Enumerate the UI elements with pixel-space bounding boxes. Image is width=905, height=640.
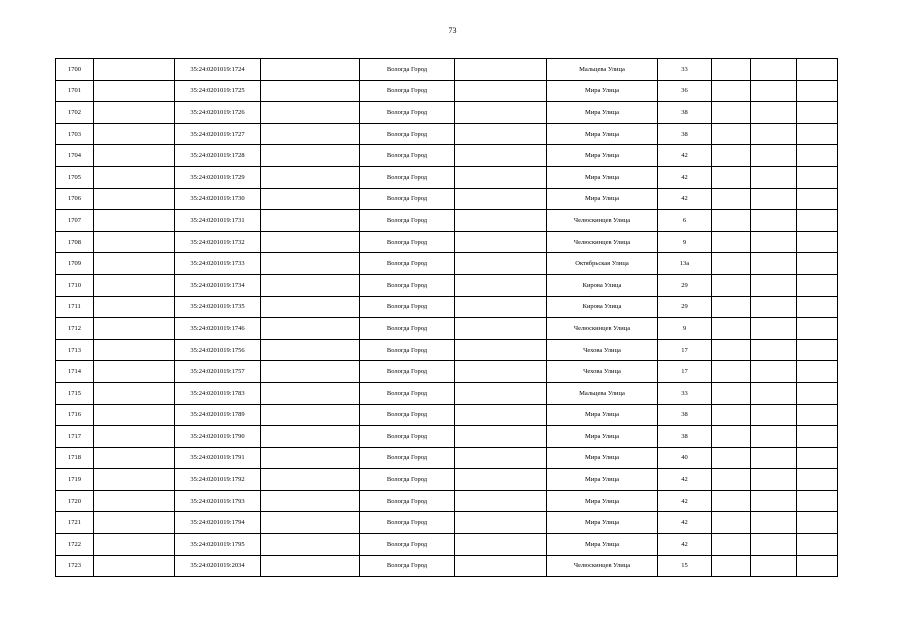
row-number-cell: 1714 — [56, 361, 94, 383]
empty-cell — [751, 534, 797, 556]
empty-cell — [455, 296, 547, 318]
empty-cell — [261, 361, 360, 383]
empty-cell — [751, 274, 797, 296]
empty-cell — [712, 490, 751, 512]
city-cell: Вологда Город — [360, 253, 455, 275]
empty-cell — [94, 166, 175, 188]
empty-cell — [797, 188, 838, 210]
empty-cell — [712, 166, 751, 188]
house-number-cell: 42 — [658, 166, 712, 188]
empty-cell — [455, 102, 547, 124]
row-number-cell: 1709 — [56, 253, 94, 275]
house-number-cell: 38 — [658, 426, 712, 448]
empty-cell — [712, 231, 751, 253]
city-cell: Вологда Город — [360, 166, 455, 188]
house-number-cell: 36 — [658, 80, 712, 102]
house-number-cell: 42 — [658, 534, 712, 556]
table-row — [56, 534, 838, 556]
table-row — [56, 274, 838, 296]
empty-cell — [712, 447, 751, 469]
house-number-cell: 33 — [658, 59, 712, 81]
empty-cell — [94, 274, 175, 296]
street-cell: Мира Улица — [547, 80, 658, 102]
city-cell: Вологда Город — [360, 318, 455, 340]
empty-cell — [261, 145, 360, 167]
cadastral-number-cell: 35:24:0201019:1727 — [175, 123, 261, 145]
empty-cell — [455, 469, 547, 491]
empty-cell — [751, 555, 797, 577]
house-number-cell: 38 — [658, 102, 712, 124]
table-row — [56, 382, 838, 404]
empty-cell — [797, 490, 838, 512]
empty-cell — [261, 469, 360, 491]
empty-cell — [261, 210, 360, 232]
street-cell: Мира Улица — [547, 404, 658, 426]
empty-cell — [261, 426, 360, 448]
city-cell: Вологда Город — [360, 490, 455, 512]
cadastral-number-cell: 35:24:0201019:1793 — [175, 490, 261, 512]
row-number-cell: 1718 — [56, 447, 94, 469]
street-cell: Мира Улица — [547, 490, 658, 512]
table-row — [56, 59, 838, 81]
empty-cell — [712, 296, 751, 318]
empty-cell — [751, 382, 797, 404]
empty-cell — [94, 534, 175, 556]
empty-cell — [455, 145, 547, 167]
empty-cell — [94, 555, 175, 577]
empty-cell — [455, 188, 547, 210]
cadastral-number-cell: 35:24:0201019:1728 — [175, 145, 261, 167]
empty-cell — [797, 447, 838, 469]
house-number-cell: 13а — [658, 253, 712, 275]
empty-cell — [712, 534, 751, 556]
city-cell: Вологда Город — [360, 339, 455, 361]
empty-cell — [94, 59, 175, 81]
cadastral-number-cell: 35:24:0201019:1795 — [175, 534, 261, 556]
street-cell: Мира Улица — [547, 123, 658, 145]
empty-cell — [455, 123, 547, 145]
empty-cell — [712, 210, 751, 232]
city-cell: Вологда Город — [360, 102, 455, 124]
city-cell: Вологда Город — [360, 469, 455, 491]
city-cell: Вологда Город — [360, 382, 455, 404]
table-row — [56, 102, 838, 124]
empty-cell — [751, 210, 797, 232]
page-number: 73 — [448, 26, 457, 35]
empty-cell — [94, 339, 175, 361]
table-row — [56, 404, 838, 426]
empty-cell — [261, 102, 360, 124]
cadastral-number-cell: 35:24:0201019:1735 — [175, 296, 261, 318]
table-row — [56, 469, 838, 491]
street-cell: Мира Улица — [547, 512, 658, 534]
empty-cell — [751, 188, 797, 210]
empty-cell — [261, 80, 360, 102]
city-cell: Вологда Город — [360, 447, 455, 469]
cadastral-number-cell: 35:24:0201019:1724 — [175, 59, 261, 81]
empty-cell — [94, 382, 175, 404]
cadastral-number-cell: 35:24:0201019:1726 — [175, 102, 261, 124]
empty-cell — [751, 231, 797, 253]
empty-cell — [712, 145, 751, 167]
table-row — [56, 80, 838, 102]
table-row — [56, 231, 838, 253]
row-number-cell: 1715 — [56, 382, 94, 404]
empty-cell — [712, 274, 751, 296]
table-row — [56, 123, 838, 145]
empty-cell — [261, 512, 360, 534]
city-cell: Вологда Город — [360, 145, 455, 167]
empty-cell — [797, 555, 838, 577]
empty-cell — [712, 382, 751, 404]
empty-cell — [751, 426, 797, 448]
empty-cell — [261, 490, 360, 512]
empty-cell — [455, 361, 547, 383]
table-row — [56, 145, 838, 167]
empty-cell — [261, 382, 360, 404]
empty-cell — [797, 296, 838, 318]
empty-cell — [455, 555, 547, 577]
empty-cell — [797, 426, 838, 448]
empty-cell — [712, 102, 751, 124]
street-cell: Мира Улица — [547, 166, 658, 188]
table-row — [56, 166, 838, 188]
empty-cell — [455, 318, 547, 340]
empty-cell — [94, 361, 175, 383]
empty-cell — [751, 296, 797, 318]
street-cell: Челюскинцев Улица — [547, 555, 658, 577]
city-cell: Вологда Город — [360, 188, 455, 210]
city-cell: Вологда Город — [360, 296, 455, 318]
empty-cell — [797, 534, 838, 556]
empty-cell — [797, 80, 838, 102]
empty-cell — [751, 447, 797, 469]
cadastral-number-cell: 35:24:0201019:1729 — [175, 166, 261, 188]
row-number-cell: 1716 — [56, 404, 94, 426]
row-number-cell: 1723 — [56, 555, 94, 577]
row-number-cell: 1713 — [56, 339, 94, 361]
street-cell: Кирова Улица — [547, 296, 658, 318]
empty-cell — [261, 274, 360, 296]
empty-cell — [261, 555, 360, 577]
house-number-cell: 42 — [658, 512, 712, 534]
table-row — [56, 361, 838, 383]
empty-cell — [455, 80, 547, 102]
empty-cell — [712, 512, 751, 534]
cadastral-number-cell: 35:24:0201019:1789 — [175, 404, 261, 426]
empty-cell — [797, 382, 838, 404]
empty-cell — [712, 404, 751, 426]
empty-cell — [94, 426, 175, 448]
city-cell: Вологда Город — [360, 404, 455, 426]
empty-cell — [261, 339, 360, 361]
empty-cell — [751, 59, 797, 81]
empty-cell — [751, 404, 797, 426]
empty-cell — [751, 490, 797, 512]
row-number-cell: 1707 — [56, 210, 94, 232]
empty-cell — [797, 123, 838, 145]
empty-cell — [94, 404, 175, 426]
empty-cell — [455, 210, 547, 232]
empty-cell — [94, 296, 175, 318]
street-cell: Мира Улица — [547, 426, 658, 448]
table-row — [56, 188, 838, 210]
city-cell: Вологда Город — [360, 361, 455, 383]
house-number-cell: 9 — [658, 318, 712, 340]
empty-cell — [94, 80, 175, 102]
empty-cell — [455, 404, 547, 426]
empty-cell — [455, 59, 547, 81]
empty-cell — [797, 145, 838, 167]
empty-cell — [797, 274, 838, 296]
city-cell: Вологда Город — [360, 274, 455, 296]
row-number-cell: 1719 — [56, 469, 94, 491]
empty-cell — [712, 59, 751, 81]
house-number-cell: 42 — [658, 188, 712, 210]
city-cell: Вологда Город — [360, 512, 455, 534]
cadastral-number-cell: 35:24:0201019:1794 — [175, 512, 261, 534]
empty-cell — [751, 469, 797, 491]
house-number-cell: 15 — [658, 555, 712, 577]
empty-cell — [455, 253, 547, 275]
house-number-cell: 38 — [658, 123, 712, 145]
house-number-cell: 17 — [658, 339, 712, 361]
row-number-cell: 1701 — [56, 80, 94, 102]
house-number-cell: 42 — [658, 490, 712, 512]
row-number-cell: 1708 — [56, 231, 94, 253]
empty-cell — [797, 253, 838, 275]
empty-cell — [94, 490, 175, 512]
empty-cell — [455, 426, 547, 448]
empty-cell — [751, 339, 797, 361]
empty-cell — [94, 145, 175, 167]
table-row — [56, 253, 838, 275]
street-cell: Мира Улица — [547, 534, 658, 556]
house-number-cell: 29 — [658, 296, 712, 318]
empty-cell — [261, 534, 360, 556]
house-number-cell: 6 — [658, 210, 712, 232]
registry-table — [55, 58, 838, 577]
empty-cell — [797, 318, 838, 340]
empty-cell — [94, 210, 175, 232]
cadastral-number-cell: 35:24:0201019:2034 — [175, 555, 261, 577]
house-number-cell: 9 — [658, 231, 712, 253]
empty-cell — [712, 469, 751, 491]
registry-body — [56, 59, 838, 577]
empty-cell — [455, 339, 547, 361]
empty-cell — [751, 361, 797, 383]
empty-cell — [261, 447, 360, 469]
empty-cell — [712, 361, 751, 383]
empty-cell — [797, 339, 838, 361]
table-row — [56, 555, 838, 577]
table-row — [56, 490, 838, 512]
empty-cell — [712, 318, 751, 340]
street-cell: Челюскинцев Улица — [547, 231, 658, 253]
house-number-cell: 42 — [658, 469, 712, 491]
row-number-cell: 1711 — [56, 296, 94, 318]
empty-cell — [94, 231, 175, 253]
table-row — [56, 512, 838, 534]
empty-cell — [455, 490, 547, 512]
table-row — [56, 447, 838, 469]
row-number-cell: 1722 — [56, 534, 94, 556]
street-cell: Мира Улица — [547, 145, 658, 167]
row-number-cell: 1720 — [56, 490, 94, 512]
empty-cell — [797, 512, 838, 534]
empty-cell — [94, 318, 175, 340]
table-row — [56, 318, 838, 340]
empty-cell — [797, 404, 838, 426]
street-cell: Мальцева Улица — [547, 59, 658, 81]
row-number-cell: 1712 — [56, 318, 94, 340]
cadastral-number-cell: 35:24:0201019:1731 — [175, 210, 261, 232]
empty-cell — [455, 274, 547, 296]
table-row — [56, 296, 838, 318]
city-cell: Вологда Город — [360, 59, 455, 81]
city-cell: Вологда Город — [360, 231, 455, 253]
city-cell: Вологда Город — [360, 210, 455, 232]
cadastral-number-cell: 35:24:0201019:1733 — [175, 253, 261, 275]
empty-cell — [712, 123, 751, 145]
cadastral-number-cell: 35:24:0201019:1757 — [175, 361, 261, 383]
empty-cell — [455, 382, 547, 404]
city-cell: Вологда Город — [360, 80, 455, 102]
street-cell: Челюскинцев Улица — [547, 210, 658, 232]
street-cell: Мальцева Улица — [547, 382, 658, 404]
row-number-cell: 1700 — [56, 59, 94, 81]
empty-cell — [261, 253, 360, 275]
empty-cell — [751, 318, 797, 340]
empty-cell — [94, 188, 175, 210]
empty-cell — [94, 102, 175, 124]
table-row — [56, 339, 838, 361]
street-cell: Мира Улица — [547, 102, 658, 124]
house-number-cell: 29 — [658, 274, 712, 296]
empty-cell — [751, 145, 797, 167]
cadastral-number-cell: 35:24:0201019:1790 — [175, 426, 261, 448]
street-cell: Мира Улица — [547, 447, 658, 469]
empty-cell — [261, 123, 360, 145]
empty-cell — [261, 166, 360, 188]
empty-cell — [751, 253, 797, 275]
street-cell: Челюскинцев Улица — [547, 318, 658, 340]
row-number-cell: 1721 — [56, 512, 94, 534]
row-number-cell: 1710 — [56, 274, 94, 296]
empty-cell — [94, 447, 175, 469]
empty-cell — [712, 188, 751, 210]
street-cell: Мира Улица — [547, 188, 658, 210]
cadastral-number-cell: 35:24:0201019:1783 — [175, 382, 261, 404]
empty-cell — [94, 123, 175, 145]
empty-cell — [751, 123, 797, 145]
empty-cell — [797, 231, 838, 253]
empty-cell — [712, 80, 751, 102]
empty-cell — [751, 102, 797, 124]
row-number-cell: 1705 — [56, 166, 94, 188]
empty-cell — [455, 534, 547, 556]
cadastral-number-cell: 35:24:0201019:1732 — [175, 231, 261, 253]
table-row — [56, 426, 838, 448]
street-cell: Мира Улица — [547, 469, 658, 491]
empty-cell — [712, 339, 751, 361]
empty-cell — [751, 512, 797, 534]
empty-cell — [797, 361, 838, 383]
empty-cell — [261, 188, 360, 210]
cadastral-number-cell: 35:24:0201019:1746 — [175, 318, 261, 340]
cadastral-number-cell: 35:24:0201019:1734 — [175, 274, 261, 296]
empty-cell — [94, 469, 175, 491]
cadastral-number-cell: 35:24:0201019:1725 — [175, 80, 261, 102]
house-number-cell: 40 — [658, 447, 712, 469]
empty-cell — [455, 231, 547, 253]
empty-cell — [751, 80, 797, 102]
row-number-cell: 1702 — [56, 102, 94, 124]
street-cell: Кирова Улица — [547, 274, 658, 296]
empty-cell — [712, 555, 751, 577]
city-cell: Вологда Город — [360, 426, 455, 448]
empty-cell — [261, 59, 360, 81]
street-cell: Чехова Улица — [547, 361, 658, 383]
empty-cell — [797, 166, 838, 188]
empty-cell — [455, 447, 547, 469]
cadastral-number-cell: 35:24:0201019:1730 — [175, 188, 261, 210]
house-number-cell: 17 — [658, 361, 712, 383]
empty-cell — [261, 296, 360, 318]
cadastral-number-cell: 35:24:0201019:1791 — [175, 447, 261, 469]
empty-cell — [455, 166, 547, 188]
empty-cell — [455, 512, 547, 534]
house-number-cell: 42 — [658, 145, 712, 167]
house-number-cell: 38 — [658, 404, 712, 426]
empty-cell — [797, 210, 838, 232]
house-number-cell: 33 — [658, 382, 712, 404]
empty-cell — [751, 166, 797, 188]
city-cell: Вологда Город — [360, 555, 455, 577]
table-row — [56, 210, 838, 232]
empty-cell — [261, 404, 360, 426]
empty-cell — [712, 426, 751, 448]
street-cell: Чехова Улица — [547, 339, 658, 361]
street-cell: Октябрьская Улица — [547, 253, 658, 275]
empty-cell — [261, 318, 360, 340]
row-number-cell: 1706 — [56, 188, 94, 210]
cadastral-number-cell: 35:24:0201019:1756 — [175, 339, 261, 361]
empty-cell — [797, 59, 838, 81]
city-cell: Вологда Город — [360, 534, 455, 556]
row-number-cell: 1717 — [56, 426, 94, 448]
empty-cell — [261, 231, 360, 253]
row-number-cell: 1704 — [56, 145, 94, 167]
row-number-cell: 1703 — [56, 123, 94, 145]
empty-cell — [712, 253, 751, 275]
cadastral-number-cell: 35:24:0201019:1792 — [175, 469, 261, 491]
city-cell: Вологда Город — [360, 123, 455, 145]
empty-cell — [94, 253, 175, 275]
empty-cell — [94, 512, 175, 534]
empty-cell — [797, 469, 838, 491]
empty-cell — [797, 102, 838, 124]
